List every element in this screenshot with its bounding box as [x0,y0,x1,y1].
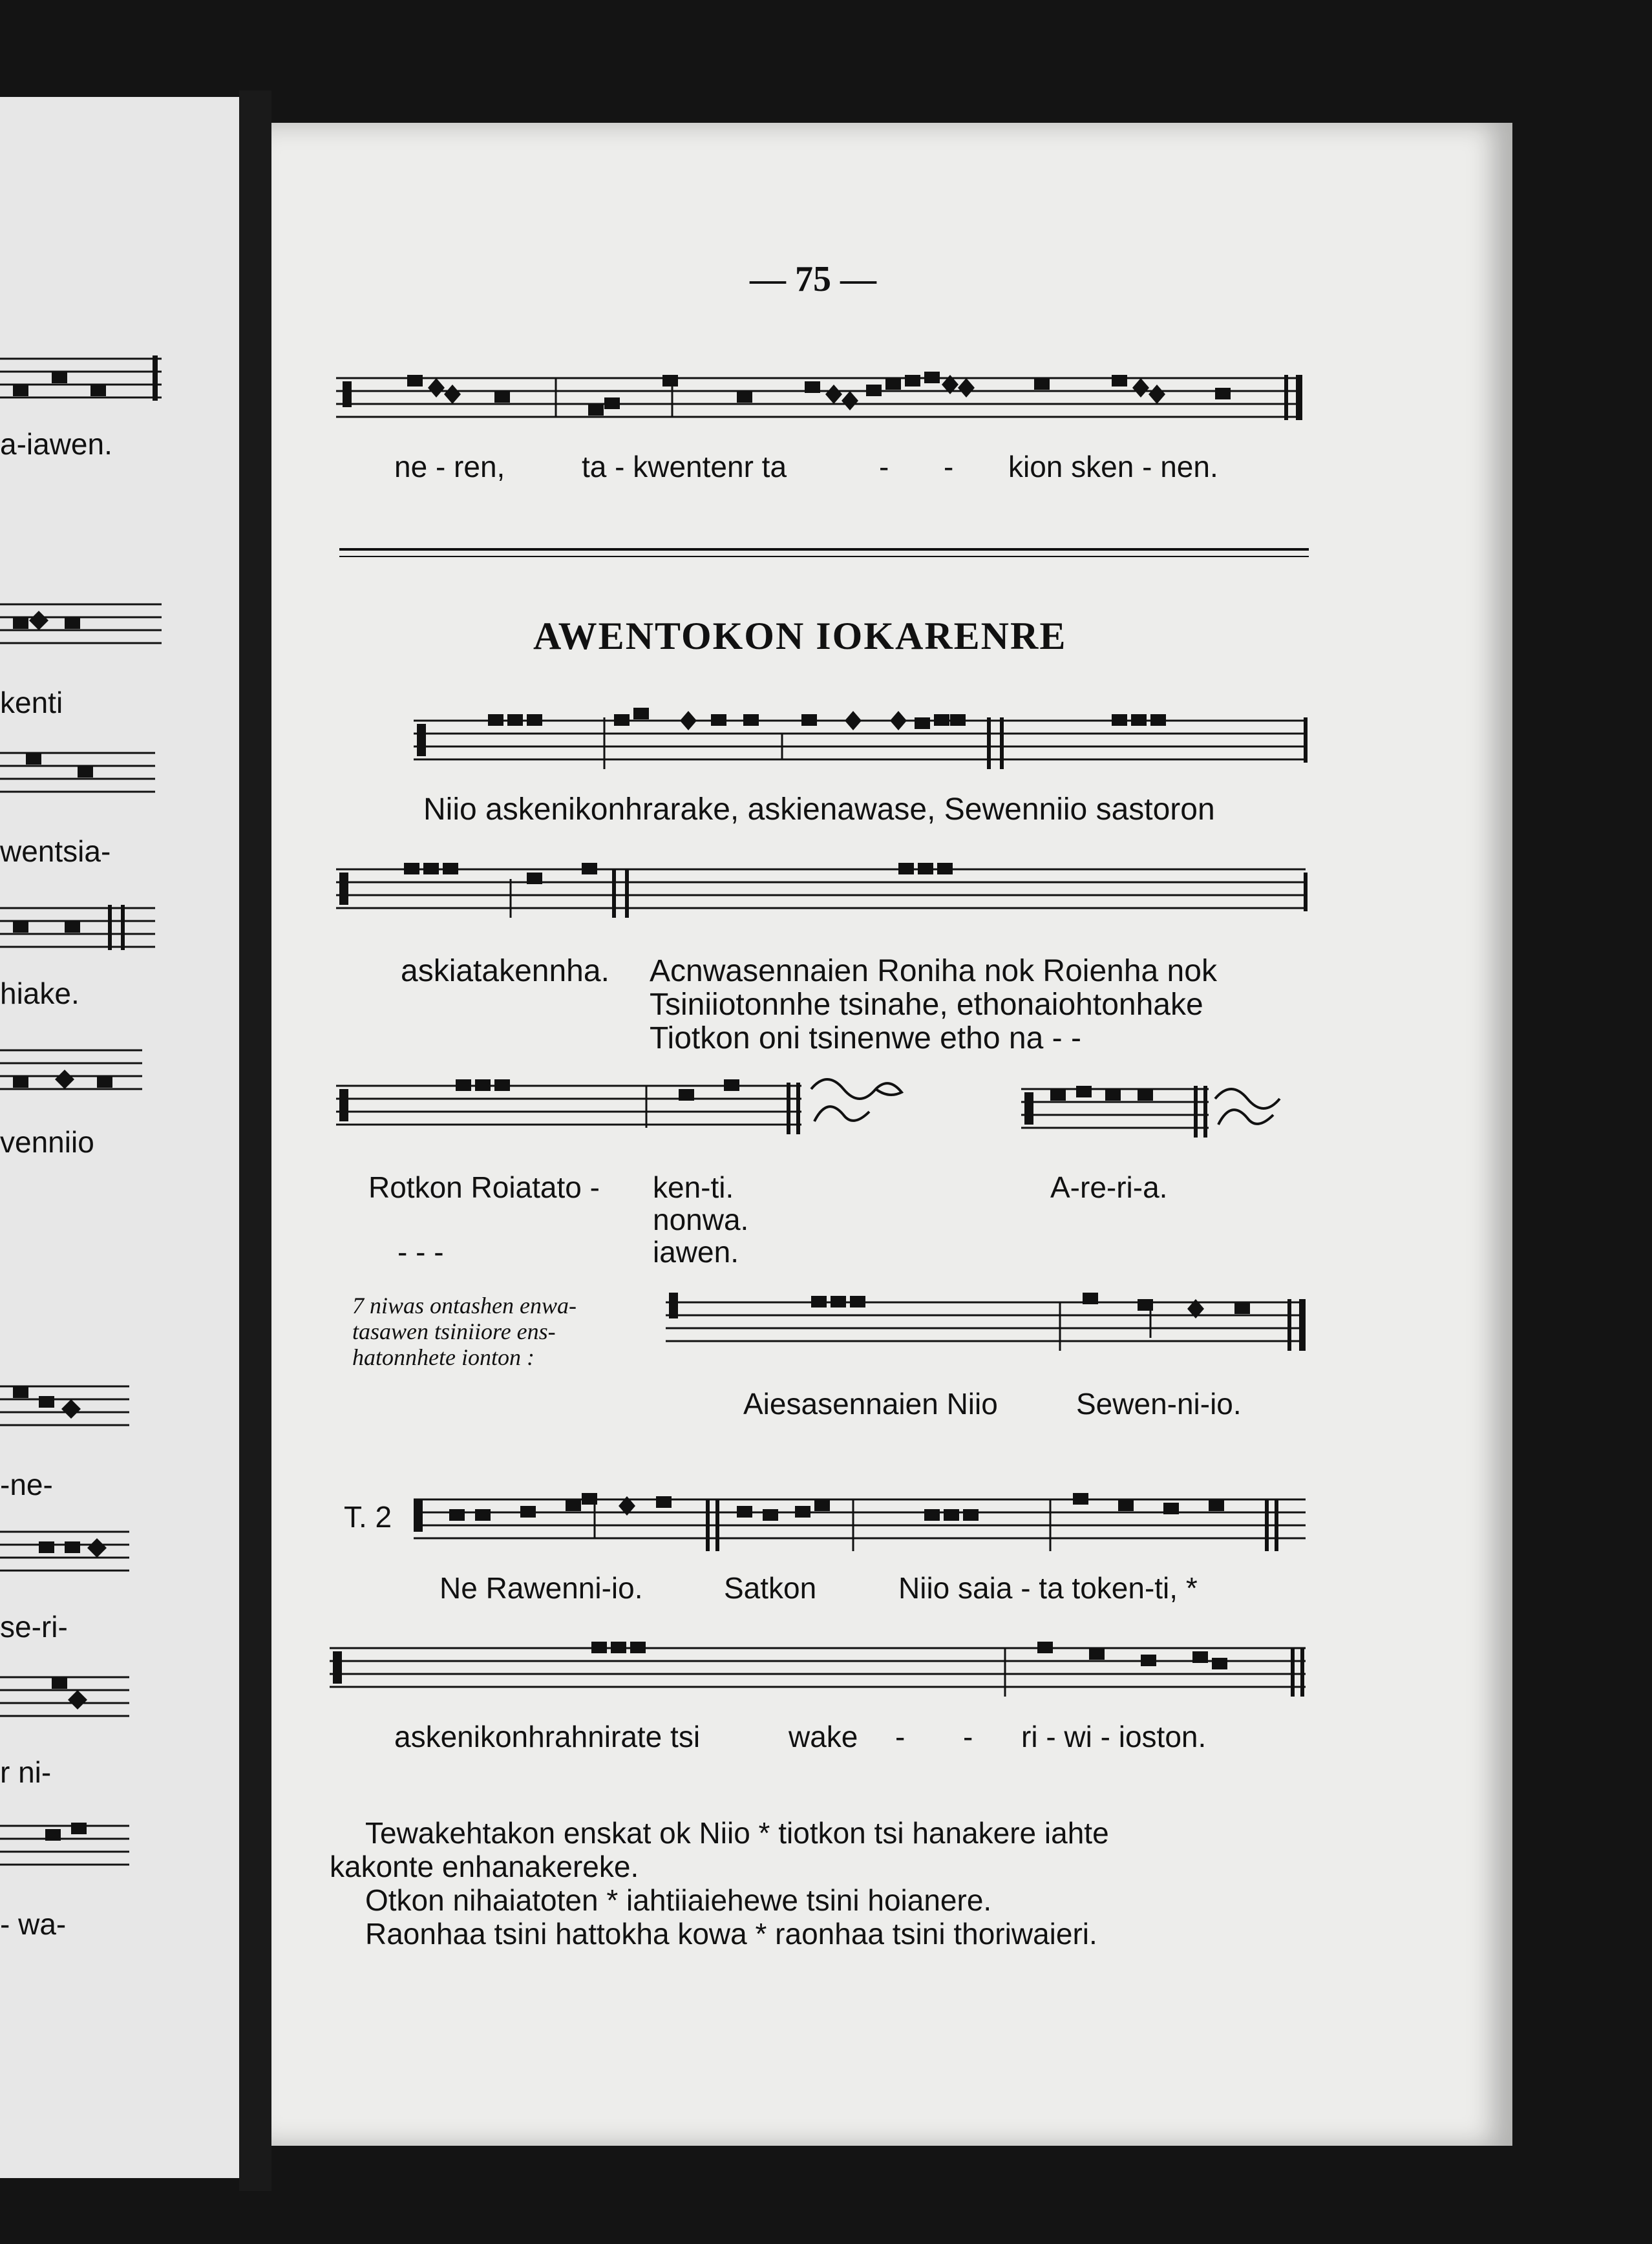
top-lyric-1: ne - ren, [394,450,505,483]
left-fragment-7: se-ri- [0,1610,68,1644]
chant2-col1-1: Rotkon Roiatato - [368,1170,600,1204]
left-staff-7 [0,1522,136,1580]
chant2-col1-2: - - - [397,1235,444,1269]
section-divider-bottom [339,556,1309,557]
chant1-lyric-2b-2: Tsiniiotonnhe tsinahe, ethonaiohtonhake [650,988,1203,1022]
chant1-lyric-1: Niio askenikonhrarake, askienawase, Sewenniio sastoron [423,792,1215,827]
instruction-line-2: tasawen tsiniiore ens- [352,1318,556,1344]
tone-lyric-2c: - [895,1720,905,1753]
instruction-line-1: 7 niwas ontashen enwa- [352,1293,577,1318]
tone-lyric-2b: wake [789,1720,858,1753]
verse-line-3: Otkon nihaiatoten * iahtiiaiehewe tsini hoianere. [365,1883,992,1917]
left-fragment-4: hiake. [0,977,79,1010]
left-staff-9 [0,1816,136,1874]
tone-staff-1 [414,1480,1312,1564]
left-fragment-9: - wa- [0,1907,67,1941]
chant1-lyric-2a: askiatakennha. [401,954,609,988]
chant2-col2-2: nonwa. [653,1203,749,1236]
top-staff [336,365,1312,436]
top-lyric-3: - [879,450,889,483]
tone-staff-2 [330,1632,1312,1709]
left-staff-3 [0,743,168,801]
left-fragment-6: -ne- [0,1468,53,1501]
chant1-lyric-2b-3: Tiotkon oni tsinenwe etho na - - [650,1021,1081,1055]
left-staff-6 [0,1377,136,1435]
chant1-staff-1 [414,704,1312,782]
left-staff-1 [0,349,168,407]
amen-staff [1021,1073,1293,1150]
left-fragment-2: kenti [0,686,63,719]
left-fragment-3: wentsia- [0,834,111,868]
tone-lyric-2e: ri - wi - ioston. [1021,1720,1207,1753]
top-lyric-2: ta - kwentenr ta [582,450,787,483]
verse-line-2: kakonte enhanakereke. [330,1850,639,1883]
verse-line-1: Tewakehtakon enskat ok Niio * tiotkon tsi hanakere iahte [365,1816,1109,1850]
chant1-lyric-2b-1: Acnwasennaien Roniha nok Roienha nok [650,954,1217,988]
top-lyric-5: kion sken - nen. [1008,450,1218,483]
verse-line-4: Raonhaa tsini hattokha kowa * raonhaa tsini thoriwaieri. [365,1917,1097,1951]
instruction-line-3: hatonnhete ionton : [352,1344,535,1370]
chant2-col2-3: iawen. [653,1235,739,1269]
tone-lyric-2a: askenikonhrahnirate tsi [394,1720,701,1753]
book-gutter [239,90,271,2191]
section-title: AWENTOKON IOKARENRE [533,615,1067,657]
response-staff [666,1286,1312,1364]
tone-lyric-2d: - [963,1720,973,1753]
tone-lyric-1c: Niio saia - ta token-ti, * [898,1571,1198,1605]
left-staff-5 [0,1041,149,1099]
tone-label: T. 2 [344,1500,392,1534]
page-number: — 75 — [750,259,876,299]
response-lyric-1: Aiesasennaien Niio [743,1387,998,1421]
chant2-amen: A-re-ri-a. [1050,1170,1168,1204]
chant1-staff-2 [336,853,1312,931]
left-fragment-1: a-iawen. [0,427,112,461]
left-staff-4 [0,898,168,957]
tone-lyric-1b: Satkon [724,1571,817,1605]
tone-lyric-1a: Ne Rawenni-io. [439,1571,643,1605]
left-fragment-5: venniio [0,1125,94,1159]
left-staff-2 [0,595,168,653]
chant2-staff [336,1070,918,1147]
section-divider-top [339,548,1309,551]
left-fragment-8: r ni- [0,1755,52,1789]
left-staff-8 [0,1667,136,1726]
chant2-col2-1: ken-ti. [653,1170,734,1204]
top-lyric-4: - [944,450,954,483]
response-lyric-2: Sewen-ni-io. [1076,1387,1242,1421]
